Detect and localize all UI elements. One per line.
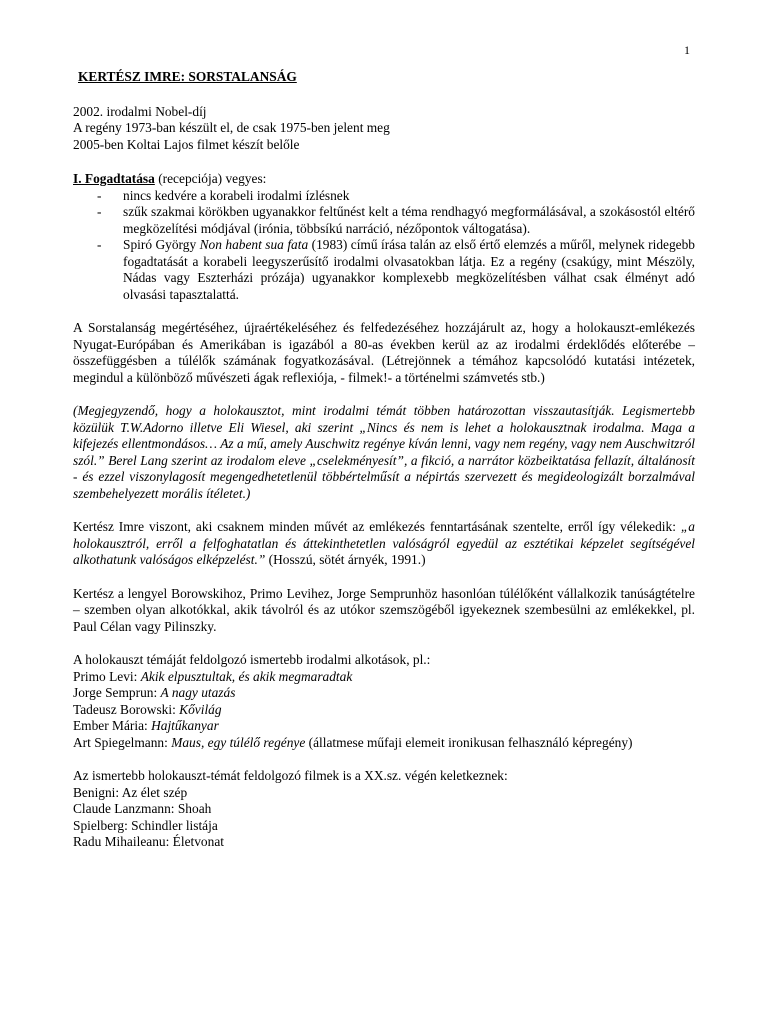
- list-item: Benigni: Az élet szép: [73, 784, 188, 800]
- list-item: Claude Lanzmann: Shoah: [73, 801, 212, 816]
- intro-block: [73, 104, 695, 154]
- films-list: [73, 768, 695, 851]
- citation: (Hosszú, sötét árnyék, 1991.): [265, 552, 426, 567]
- work-title: A nagy utazás: [160, 685, 236, 700]
- paragraph-text: Kertész Imre viszont, aki csaknem minden művét az emlékezés fenntartásának szentelte, erről így vélekedik:: [73, 519, 681, 534]
- films-intro: Az ismertebb holokauszt-témát feldolgozó filmek is a XX.sz. végén keletkeznek:: [73, 768, 508, 783]
- section-heading-rest: (recepciója) vegyes:: [154, 171, 267, 186]
- quotation: „a holokausztról, erről a felfoghatatlan és áttekinthetetlen valóságról egyedül az esztétikai képzelet segítségével alkothatunk valóságos elképzelést.”: [73, 519, 695, 567]
- list-item-text: szűk szakmai körökben ugyanakkor feltűnést kelt a téma rendhagyó megformálásával, a szokásostól eltérő megközelítési módjával (irónia, többsíkú narráció, nézőpontok váltogatása).: [123, 204, 695, 236]
- section-heading: [73, 171, 695, 188]
- intro-line: A regény 1973-ban készült el, de csak 1975-ben jelent meg: [73, 120, 390, 135]
- list-item: Radu Mihaileanu: Életvonat: [73, 834, 224, 849]
- list-item: [73, 204, 695, 237]
- work-title: Hajtűkanyar: [151, 718, 219, 733]
- document-body: [73, 69, 695, 851]
- intro-line: 2002. irodalmi Nobel-díj: [73, 103, 207, 119]
- list-item: Spielberg: Schindler listája: [73, 817, 218, 833]
- list-item-text: (1983) című írása talán az első értő elemzés a műről, melynek ridegebb fogadtatását a korabeli leegyszerűsítő irodalmi olvasatokban látja. Ez a regény (csakúgy, mint Mészöly, Nádas vagy Eszterházi prózája) ugyanakkor komplexebb megközelítésben válhat csak élményt adó olvasási tapasztalattá.: [123, 237, 695, 302]
- author: Tadeusz Borowski:: [73, 701, 180, 717]
- list-item: [73, 237, 695, 303]
- work-title: Maus, egy túlélő regénye: [171, 734, 306, 750]
- author: Ember Mária:: [73, 718, 152, 733]
- author: Jorge Semprun:: [73, 685, 161, 700]
- list-item-text: nincs kedvére a korabeli irodalmi ízlésnek: [123, 187, 350, 203]
- works-intro: A holokauszt témáját feldolgozó ismertebb irodalmi alkotások, pl.:: [73, 652, 431, 667]
- paragraph-witness: Kertész a lengyel Borowskihoz, Primo Levihez, Jorge Semprunhöz hasonlóan túlélőként vállalkozik tanúságtételre – szemben olyan alkotókkal, akik távolról és az utókor szemszögéből igyekeznek szembesülni az emlékekkel, pl. Paul Célan vagy Pilinszky.: [73, 585, 695, 634]
- reception-list: [73, 188, 695, 304]
- list-item: [73, 735, 695, 752]
- list-item: [73, 188, 695, 205]
- paragraph-kertesz-view: [73, 519, 695, 569]
- document-title: KERTÉSZ IMRE: SORSTALANSÁG: [78, 69, 297, 84]
- list-item: [73, 669, 695, 686]
- author: Art Spiegelmann:: [73, 734, 172, 750]
- list-item: [73, 718, 695, 735]
- paragraph-note: (Megjegyzendő, hogy a holokausztot, mint irodalmi témát többen határozottan visszautasítják. Legismertebb közülük T.W.Adorno illetve Eli Wiesel, aki szerint „Nincs és nem is lehet a holokausztnak irodalma. Maga a kifejezés ellentmondásos… Az a mű, amely Auschwitz regénye kíván lenni, vagy nem regény, vagy nem Auschwitzról szól.” Berel Lang szerint az irodalom eleve „cselekményesít”, a fikció, a narrátor közbeiktatása fellazít, általánosít - és ezzel viszonylagosít megengedhetetlenül többértelműsít a népirtás szervezett és megideologizált borzalmával szembehelyezett morális ítéletet.): [73, 403, 695, 501]
- page-number: 1: [684, 43, 690, 57]
- section-heading-label: I. Fogadtatása: [73, 171, 155, 186]
- list-item-text: Spiró György: [123, 237, 200, 252]
- author: Primo Levi:: [73, 668, 141, 684]
- work-title: Akik elpusztultak, és akik megmaradtak: [140, 668, 353, 684]
- work-title: Kővilág: [179, 701, 222, 717]
- paragraph-reassessment: A Sorstalanság megértéséhez, újraértékeléséhez és felfedezéséhez hozzájárult az, hogy a holokauszt-emlékezés Nyugat-Európában és Amerikában is igazából a 80-as években kerül az az irodalmi érdeklődés előterébe – összefüggésben a túlélők számának fogyatkozásával. (Létrejönnek a témához kapcsolódó kutatási intézetek, megindul a különböző művészeti ágak reflexiója, - filmek!- a történelmi számvetés stb.): [73, 320, 695, 385]
- work-title: Non habent sua fata: [199, 237, 309, 252]
- works-list: [73, 652, 695, 751]
- list-item: [73, 702, 695, 719]
- intro-line: 2005-ben Koltai Lajos filmet készít belőle: [73, 136, 300, 152]
- work-note: (állatmese műfaji elemeit ironikusan felhasználó képregény): [305, 734, 633, 750]
- list-item: [73, 685, 695, 702]
